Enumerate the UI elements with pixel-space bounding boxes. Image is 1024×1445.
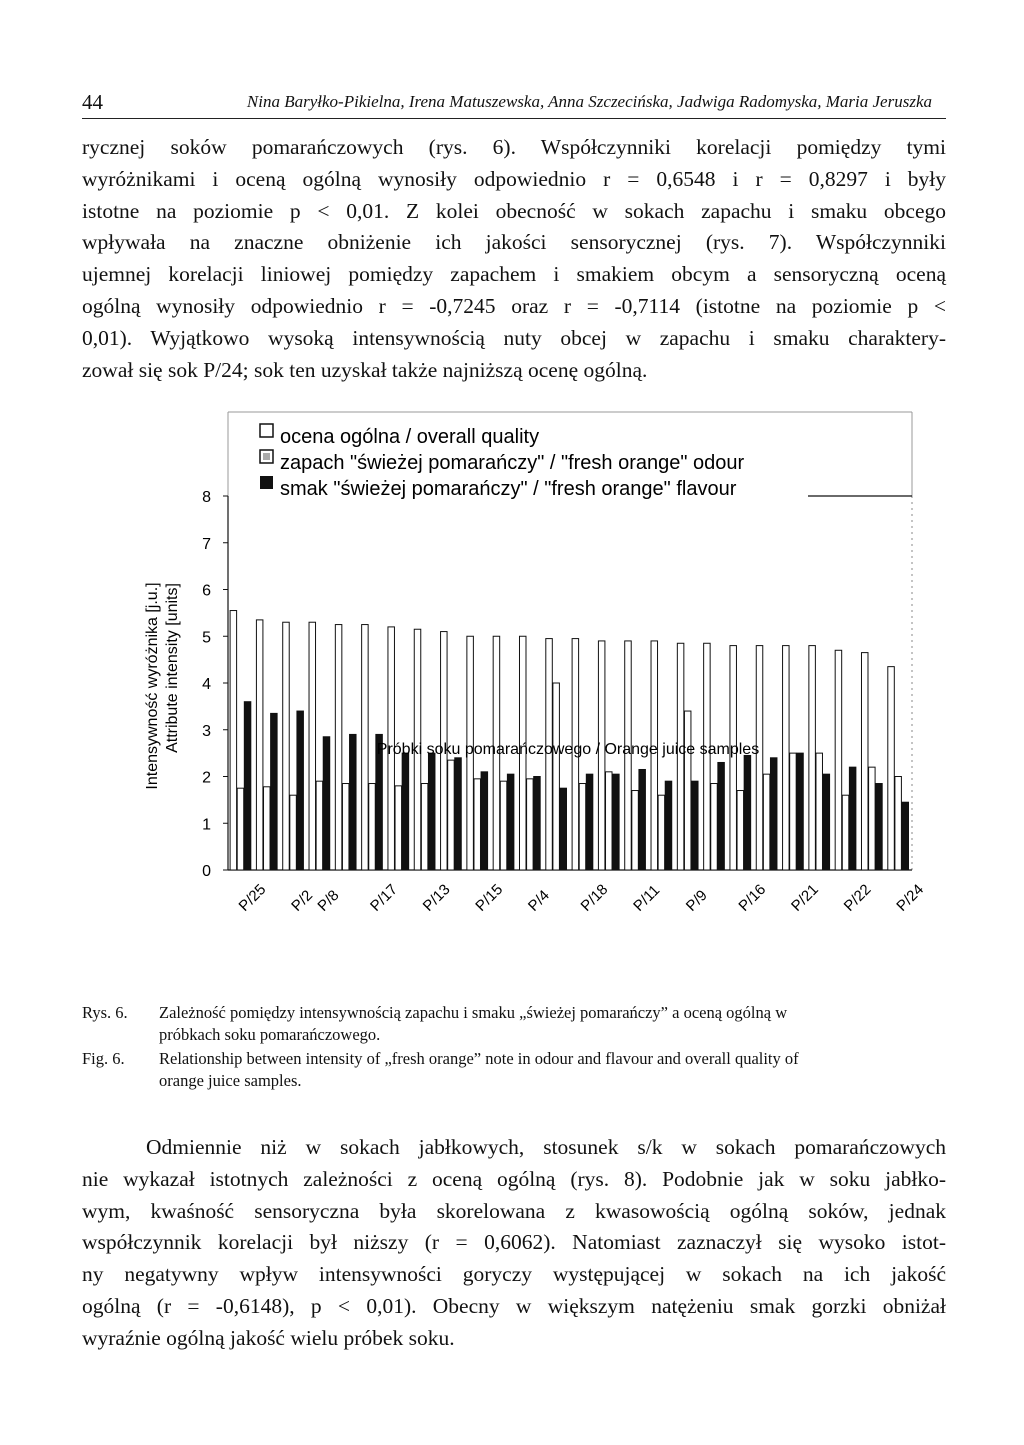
y-tick-label: 3: [202, 722, 211, 740]
x-axis-label: Próbki soku pomarańczowego / Orange juice samples: [376, 741, 760, 758]
y-tick-label: 8: [202, 489, 211, 506]
legend-label-flavour: smak "świeżej pomarańczy" / "fresh orange" flavour: [280, 478, 737, 500]
x-tick-label: P/21: [788, 880, 822, 915]
bar-flavour-P8: [323, 737, 330, 870]
legend-label-odour: zapach "świeżej pomarańczy" / "fresh orange" odour: [280, 452, 745, 474]
bar-odour-P22: [842, 795, 849, 870]
bar-flavour-P23: [823, 774, 830, 870]
bar-flavour-P24: [902, 802, 909, 870]
bar-odour-P5: [500, 781, 507, 870]
chart-legend: [260, 424, 912, 500]
bar-flavour-P7: [560, 788, 567, 870]
bar-odour-P4: [527, 779, 534, 870]
bar-odour-P15: [474, 779, 481, 870]
bar-flavour-P22: [849, 767, 856, 870]
text-line: wyróżnikami i oceną ogólną wynosiły odpowiednio r = 0,6548 i r = 0,8297 i były: [82, 166, 946, 191]
y-tick-label: 1: [202, 816, 211, 834]
bar-overall-P21: [783, 646, 790, 870]
caption-line: próbkach soku pomarańczowego.: [159, 1025, 381, 1044]
bar-flavour-P16: [744, 755, 751, 870]
x-tick-label: P/15: [472, 880, 507, 915]
text-line: zował się sok P/24; sok ten uzyskał także najniższą ocenę ogólną.: [82, 357, 648, 382]
bar-odour-P6: [395, 786, 402, 870]
legend-swatch-overall: [260, 424, 273, 437]
text-line: 0,01). Wyjątkowo wysoką intensywnością nuty obcej w zapachu i smaku charaktery-: [82, 325, 946, 350]
bar-odour-P16: [737, 791, 744, 870]
caption-line: orange juice samples.: [159, 1071, 302, 1090]
text-line: współczynnik korelacji był niższy (r = 0,6062). Natomiast zaznaczył się wysoko istot-: [82, 1230, 946, 1255]
legend-label-overall: ocena ogólna / overall quality: [280, 426, 540, 448]
x-tick-label: P/9: [682, 886, 711, 915]
x-tick-label: P/2: [288, 886, 317, 915]
bar-odour-P19: [606, 772, 613, 870]
caption-fig: [82, 1048, 946, 1092]
bar-overall-P24: [888, 667, 895, 870]
bar-odour-P11: [632, 791, 639, 870]
caption-line: Relationship between intensity of „fresh orange” note in odour and flavour and overall quality of: [159, 1049, 799, 1068]
x-tick-label: P/22: [840, 880, 875, 915]
y-tick-label: 4: [202, 676, 211, 693]
y-axis-title: [144, 582, 181, 789]
bar-odour-P17: [369, 784, 376, 870]
y-axis-label-en: Attribute intensity [units]: [164, 583, 181, 753]
bar-flavour-P6: [402, 753, 409, 870]
x-tick-label: P/18: [577, 880, 612, 915]
text-line: wym, kwaśność sensoryczna była skorelowana z kwasowością ogólną soków, jednak: [82, 1198, 946, 1223]
x-tick-label: P/13: [419, 880, 454, 915]
bar-flavour-P10: [350, 734, 357, 870]
text-line: wpływała na znaczne obniżenie ich jakości sensorycznej (rys. 7). Współczynniki: [82, 230, 946, 255]
bar-odour-P2: [290, 795, 297, 870]
bar-flavour-P3: [455, 758, 462, 870]
bar-flavour-P2: [297, 711, 304, 870]
caption-rys-text: [159, 1002, 946, 1046]
y-tick-label: 0: [202, 863, 211, 880]
bar-flavour-P14: [770, 758, 777, 870]
text-line: ujemnej korelacji liniowej pomiędzy zapachem i smakiem obcym a sensoryczną oceną: [82, 262, 946, 287]
x-tick-label: P/16: [735, 880, 770, 915]
text-line: rycznej soków pomarańczowych (rys. 6). Współczynniki korelacji pomiędzy tymi: [82, 135, 946, 159]
bar-overall-P1: [256, 620, 263, 870]
bar-flavour-P4: [534, 777, 541, 871]
bar-odour-P21: [790, 753, 797, 870]
x-axis: [236, 881, 928, 915]
text-line: Odmiennie niż w sokach jabłkowych, stosunek s/k w sokach pomarańczowych: [146, 1135, 946, 1159]
bar-overall-P17: [362, 625, 369, 870]
bar-overall-P10: [335, 625, 342, 870]
figure-captions: [82, 1002, 946, 1094]
bar-odour-P20: [658, 795, 665, 870]
caption-rys: [82, 1002, 946, 1046]
y-tick-label: 2: [202, 769, 211, 787]
x-tick-label: P/24: [893, 880, 928, 915]
x-tick-label: P/4: [524, 886, 553, 915]
bar-overall-P23: [809, 646, 816, 870]
legend-swatch-odour-inner: [263, 453, 270, 460]
bar-flavour-P9: [692, 781, 699, 870]
bar-overall-P22: [835, 650, 842, 870]
text-line: istotne na poziomie p < 0,01. Z kolei obecność w sokach zapachu i smaku obcego: [82, 198, 946, 223]
bar-odour-P18: [579, 784, 586, 870]
bar-odour-P9: [684, 711, 691, 870]
bar-flavour-P12: [718, 762, 725, 870]
text-line: ny negatywny wpływ intensywności goryczy występującej w sokach na ich jakość: [82, 1262, 946, 1287]
bar-flavour-P19: [613, 774, 620, 870]
bar-overall-P8: [309, 622, 316, 870]
text-line: ogólną (r = -0,6148), p < 0,01). Obecny w większym natężeniu smak gorzki obniżał: [82, 1293, 946, 1318]
bar-odour-P14: [763, 774, 770, 870]
bar-odour-P7: [553, 683, 560, 870]
bar-flavour-P21: [797, 753, 804, 870]
bar-odour-P13: [421, 784, 428, 870]
bar-flavour-P25: [244, 702, 251, 870]
bar-odour-P1: [264, 787, 271, 870]
bar-overall-P26: [861, 653, 868, 870]
paragraph-bottom: [82, 1132, 946, 1355]
y-axis-label-pl: Intensywność wyróżnika [j.u.]: [144, 582, 161, 790]
x-tick-label: P/17: [367, 880, 401, 915]
running-head-authors: Nina Baryłko-Pikielna, Irena Matuszewska, Anna Szczecińska, Jadwiga Radomyska, Maria Jeruszka: [246, 92, 932, 111]
bar-overall-P2: [283, 622, 290, 870]
bar-flavour-P13: [428, 753, 435, 870]
legend-swatch-flavour: [260, 476, 273, 489]
y-tick-label: 7: [202, 535, 211, 553]
bar-odour-P23: [816, 753, 823, 870]
page-number: 44: [82, 90, 103, 114]
caption-fig-text: [159, 1048, 946, 1092]
bar-odour-P3: [448, 760, 455, 870]
bar-flavour-P20: [665, 781, 672, 870]
text-line: nie wykazał istotnych zależności z oceną ogólną (rys. 8). Podobnie jak w soku jabłko-: [82, 1166, 946, 1191]
bar-flavour-P15: [481, 772, 488, 870]
text-line: wyraźnie ogólną jakość wielu próbek soku.: [82, 1325, 455, 1350]
bar-odour-P26: [869, 767, 876, 870]
caption-line: Zależność pomiędzy intensywnością zapachu i smaku „świeżej pomarańczy” a oceną ogólną w: [159, 1003, 788, 1022]
bar-odour-P24: [895, 777, 902, 871]
bar-flavour-P1: [271, 713, 278, 870]
caption-fig-label: Fig. 6.: [82, 1049, 125, 1068]
bar-odour-P25: [237, 788, 244, 870]
bar-flavour-P5: [507, 774, 514, 870]
x-tick-label: P/11: [630, 881, 664, 915]
bar-odour-P8: [316, 781, 323, 870]
x-tick-label: P/25: [235, 880, 270, 915]
bar-odour-P10: [342, 784, 349, 870]
y-tick-label: 6: [202, 582, 211, 600]
text-line: ogólną wynosiły odpowiednio r = -0,7245 oraz r = -0,7114 (istotne na poziomie p <: [82, 293, 946, 318]
bar-flavour-P18: [586, 774, 593, 870]
y-tick-label: 5: [202, 629, 211, 647]
bar-flavour-P11: [639, 769, 646, 870]
x-tick-label: P/8: [314, 886, 343, 915]
bar-overall-P25: [230, 611, 237, 870]
bar-odour-P12: [711, 784, 718, 870]
caption-rys-label: Rys. 6.: [82, 1003, 128, 1022]
bar-flavour-P26: [876, 784, 883, 870]
